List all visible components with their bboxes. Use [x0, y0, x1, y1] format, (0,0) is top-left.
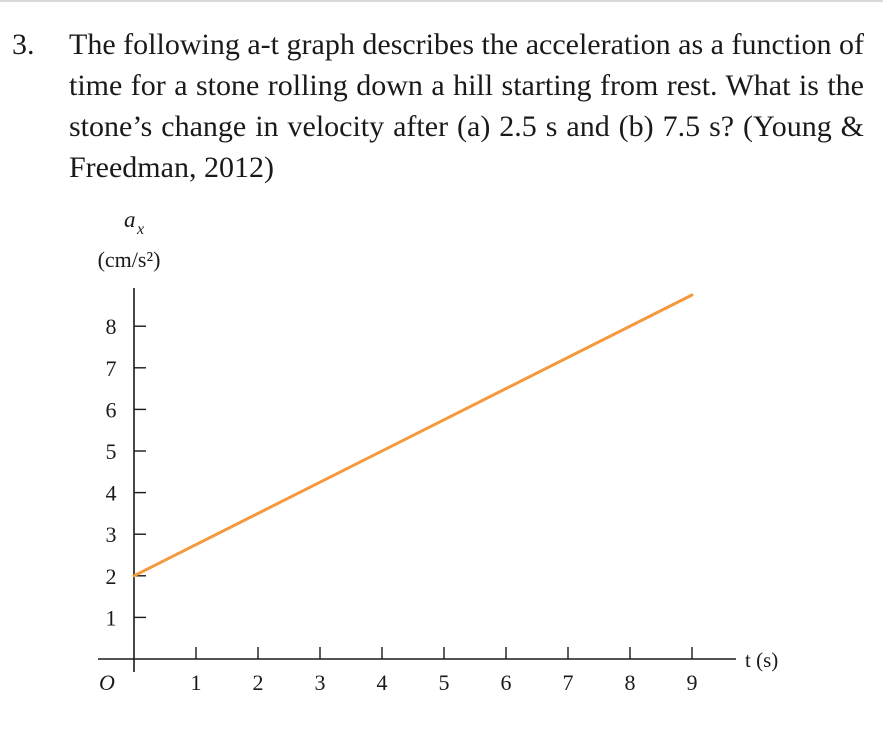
x-tick-label: 2	[252, 670, 264, 695]
y-tick-label: 6	[105, 397, 117, 423]
acceleration-time-chart	[0, 200, 883, 710]
y-tick-label: 7	[105, 355, 117, 381]
problem-text: The following a-t graph describes the acceleration as a function of time for a stone rolling down a hill starting from rest. What is the stone’s change in velocity after (a) 2.5 s and (b) 7.5 s? (Young & Freedman, 2012)	[69, 28, 864, 184]
origin-label: O	[99, 670, 115, 695]
y-axis-label	[98, 207, 161, 272]
y-axis-unit: (cm/s²)	[97, 247, 161, 272]
y-tick-label: 1	[105, 605, 117, 631]
x-tick-label: 8	[624, 670, 636, 695]
x-axis-label: t (s)	[745, 648, 779, 672]
x-tick-label: 3	[314, 670, 326, 695]
top-rule	[0, 0, 883, 2]
y-tick-label: 5	[105, 439, 117, 464]
x-tick-label: 5	[438, 670, 450, 695]
x-tick-label: 4	[376, 670, 388, 695]
x-ticks	[191, 647, 698, 695]
y-ticks	[106, 314, 147, 630]
y-tick-label: 8	[105, 314, 117, 340]
y-tick-label: 2	[105, 563, 117, 589]
x-tick-label: 6	[500, 670, 512, 695]
x-tick-label: 1	[190, 670, 202, 695]
acceleration-series-line	[134, 295, 692, 576]
y-tick-label: 3	[105, 522, 117, 548]
series-layer	[134, 295, 692, 576]
problem-number: 3.	[12, 28, 35, 61]
x-tick-label: 7	[562, 670, 574, 695]
y-axis-subscript: x	[137, 221, 145, 238]
x-tick-label: 9	[686, 670, 698, 695]
y-axis-symbol: a	[124, 207, 136, 232]
y-tick-label: 4	[105, 480, 117, 506]
